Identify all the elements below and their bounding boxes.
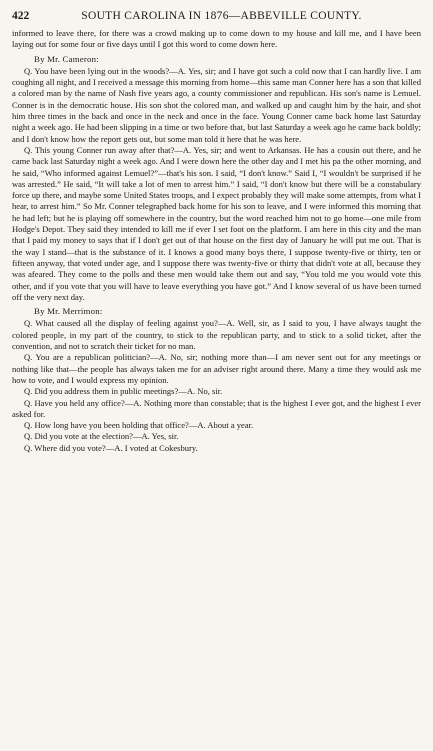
speaker-heading-cameron: By Mr. Cameron: xyxy=(34,53,99,64)
qa-paragraph: Q. Have you held any office?—A. Nothing more than constable; that is the highest I ever got, and the highest I ever asked for. xyxy=(12,397,421,419)
qa-paragraph: Q. Did you vote at the election?—A. Yes, sir. xyxy=(24,431,179,442)
page-number: 422 xyxy=(12,10,30,22)
qa-paragraph: Q. You have been lying out in the woods?—A. Yes, sir; and I have got such a cold now that I can hardly live. I am coughing all night, and I received a message this morning from home—this same man Conner here has a son that killed a colored man by the name of Nash five years ago, a county commissioner and republican. His son's name is Lemuel. Conner is in the democratic house. His son shot the colored man, and walked up and caught him by the hair, and shot him three times in the back and once in the neck and once in the face. Young Conner came back home last Saturday night a week ago. He had been slipping in a time or two before that, but last Saturday a week ago he came back boldly; and I don't know how the report gets out, but some man told it here that he was here. xyxy=(12,65,421,144)
running-title: SOUTH CAROLINA IN 1876—ABBEVILLE COUNTY. xyxy=(81,10,362,22)
qa-paragraph: Q. What caused all the display of feeling against you?—A. Well, sir, as I said to you, I have always taught the colored people, in my part of the country, to stick to the republican party, and to stick to a solid ticket, after the convention, and not to scratch their ticket for no man. xyxy=(12,318,421,352)
qa-paragraph: Q. This young Conner run away after that?—A. Yes, sir; and went to Arkansas. He has a cousin out there, and he came back last Saturday night a week ago. And I were down here the other day and I met his pa the other morning, and he said, “Who informed against Lemuel?”—that's his son. I said, “I don't know.” Said I, “I wouldn't be surprised if he was arrested.” He said, “It will take a lot of men to arrest him.” I said, “I don't know but there will be a constabulary force up there, and maybe some United States troops, and I expect probably they will make some attempts, from what I hear, to arrest him.” So Mr. Conner telegraphed back home for his son to leave, and I were informed this morning that he had left; but he is playing off somewhere in the country, but the word reached him not to go home—one mile from Hodge's Depot. They said they intended to kill me if ever I set foot on the platform. I am here in this city and the man that I paid my money to says that if I don't get out of that house on the first day of January he will put me out. That is the way I stand—that is the substance of it. I knows a good many boys there, I suppose twenty-five or thirty, ten or fifteen anyway, that voted under age, and I suppose there was twenty-five or thirty that didn't vote at all, because they was afeared. They come to the polls and these men would take them out and say, “You told me you would vote this other, and if you vote that you will have to leave everything you have got.” And I know several of us have been turned off the very next day. xyxy=(12,144,421,302)
qa-paragraph: Q. Where did you vote?—A. I voted at Cokesbury. xyxy=(24,442,198,453)
speaker-heading-merrimon: By Mr. Merrimon: xyxy=(34,306,103,317)
body-text xyxy=(12,28,421,454)
running-head xyxy=(12,8,421,24)
qa-paragraph: Q. You are a republican politician?—A. No, sir; nothing more than—I am never sent out for any meetings or nothing like that—the people has always taken me for an adviser right around there. Many a time they would ask me how to vote, and I would express my opinion. xyxy=(12,352,421,385)
qa-paragraph: Q. How long have you been holding that office?—A. About a year. xyxy=(24,420,254,431)
paragraph-continuation: informed to leave there, for there was a crowd making up to come down to my house and kill me, and I have been laying out for some four or five days until I got this word to come down here. xyxy=(12,28,421,50)
qa-paragraph: Q. Did you address them in public meetings?—A. No, sir. xyxy=(24,386,223,397)
